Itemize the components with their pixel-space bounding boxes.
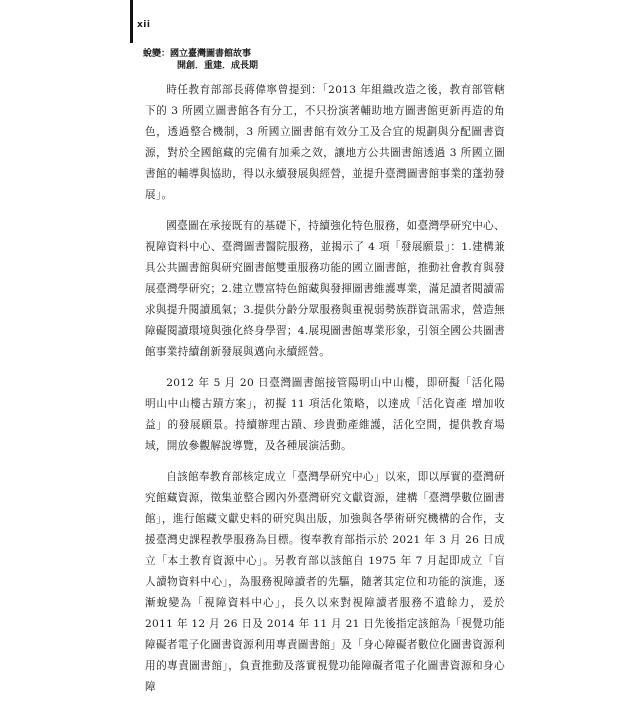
body-text — [145, 80, 505, 708]
paragraph-minister-quote: 時任教育部部長蔣偉寧曾提到：「2013 年組織改造之後，教育部管轄下的 3 所國立圖書館各有分工，不只扮演著輔助地方圖書館更新再造的角色，透過整合機制，3 所國立圖書館有效分工及合宜的規劃與分配圖書資源，對於全國館藏的完備有加乘之效，讓地方公共圖書館透過 3 所國立圖書館的輔導與協助，得以永續發展與經營，並提升臺灣圖書館事業的蓬勃發展」。 — [145, 84, 505, 201]
running-title-main: 蛻變：國立臺灣圖書館故事 — [143, 49, 252, 59]
running-head — [143, 48, 258, 72]
paragraph-zhongshan-hall: 2012 年 5 月 20 日臺灣圖書館接管陽明山中山樓，即研擬「活化陽明山中山樓古蹟方案」，初擬 11 項活化策略，以達成「活化資產 增加收益」的發展願景。持續辦理古蹟、珍貴動產維護，活化空間，提供教育場域，開放參觀解說導覽，及各種展演活動。 — [145, 377, 505, 452]
page-number: xii — [137, 20, 151, 30]
paragraph-vision: 國臺圖在承接既有的基礎下，持續強化特色服務，如臺灣學研究中心、視障資料中心、臺灣圖書醫院服務，並揭示了 4 項「發展願景」：1.建構兼具公共圖書館與研究圖書館雙重服務功能的國立圖書館，推動社會教育與發展臺灣學研究；2.建立豐富特色館藏與發揮圖書維護專業，滿足讀者閱讀需求與提升閱讀風氣；3.提供分齡分眾服務與重視弱勢族群資訊需求，營造無障礙閱讀環境與強化終身學習；4.展現圖書館專業形象，引領全國公共圖書館事業持續創新發展與邁向永續經營。 — [145, 220, 505, 358]
running-title-sub: 開創．重建．成長期 — [177, 61, 259, 71]
page-edge-bar — [130, 0, 133, 43]
paragraph-taiwan-studies-center: 自該館奉教育部核定成立「臺灣學研究中心」以來，即以厚實的臺灣研究館藏資源，徵集並整合國內外臺灣研究文獻資源，建構「臺灣學數位圖書館」，進行館藏文獻史料的研究與出版，加強與各學術研究機構的合作，支援臺灣史課程教學服務為目標。復奉教育部指示於 2021 年 3 月 26 日成立「本土教育資源中心」。另教育部以該館自 1975 年 7 月起即成立「盲人讀物資料中心」，為服務視障讀者的先驅，隨著其定位和功能的演進，逐漸蛻變為「視障資料中心」，長久以來對視障讀者服務不遺餘力，爰於 2011 年 12 月 26 日及 2014 年 11 月 21 日先後指定該館為「視覺功能障礙者電子化圖書資源利用專責圖書館」及「身心障礙者數位化圖書資源利用的專責圖書館」，負責推動及落實視覺功能障礙者電子化圖書資源和身心障 — [145, 471, 505, 693]
